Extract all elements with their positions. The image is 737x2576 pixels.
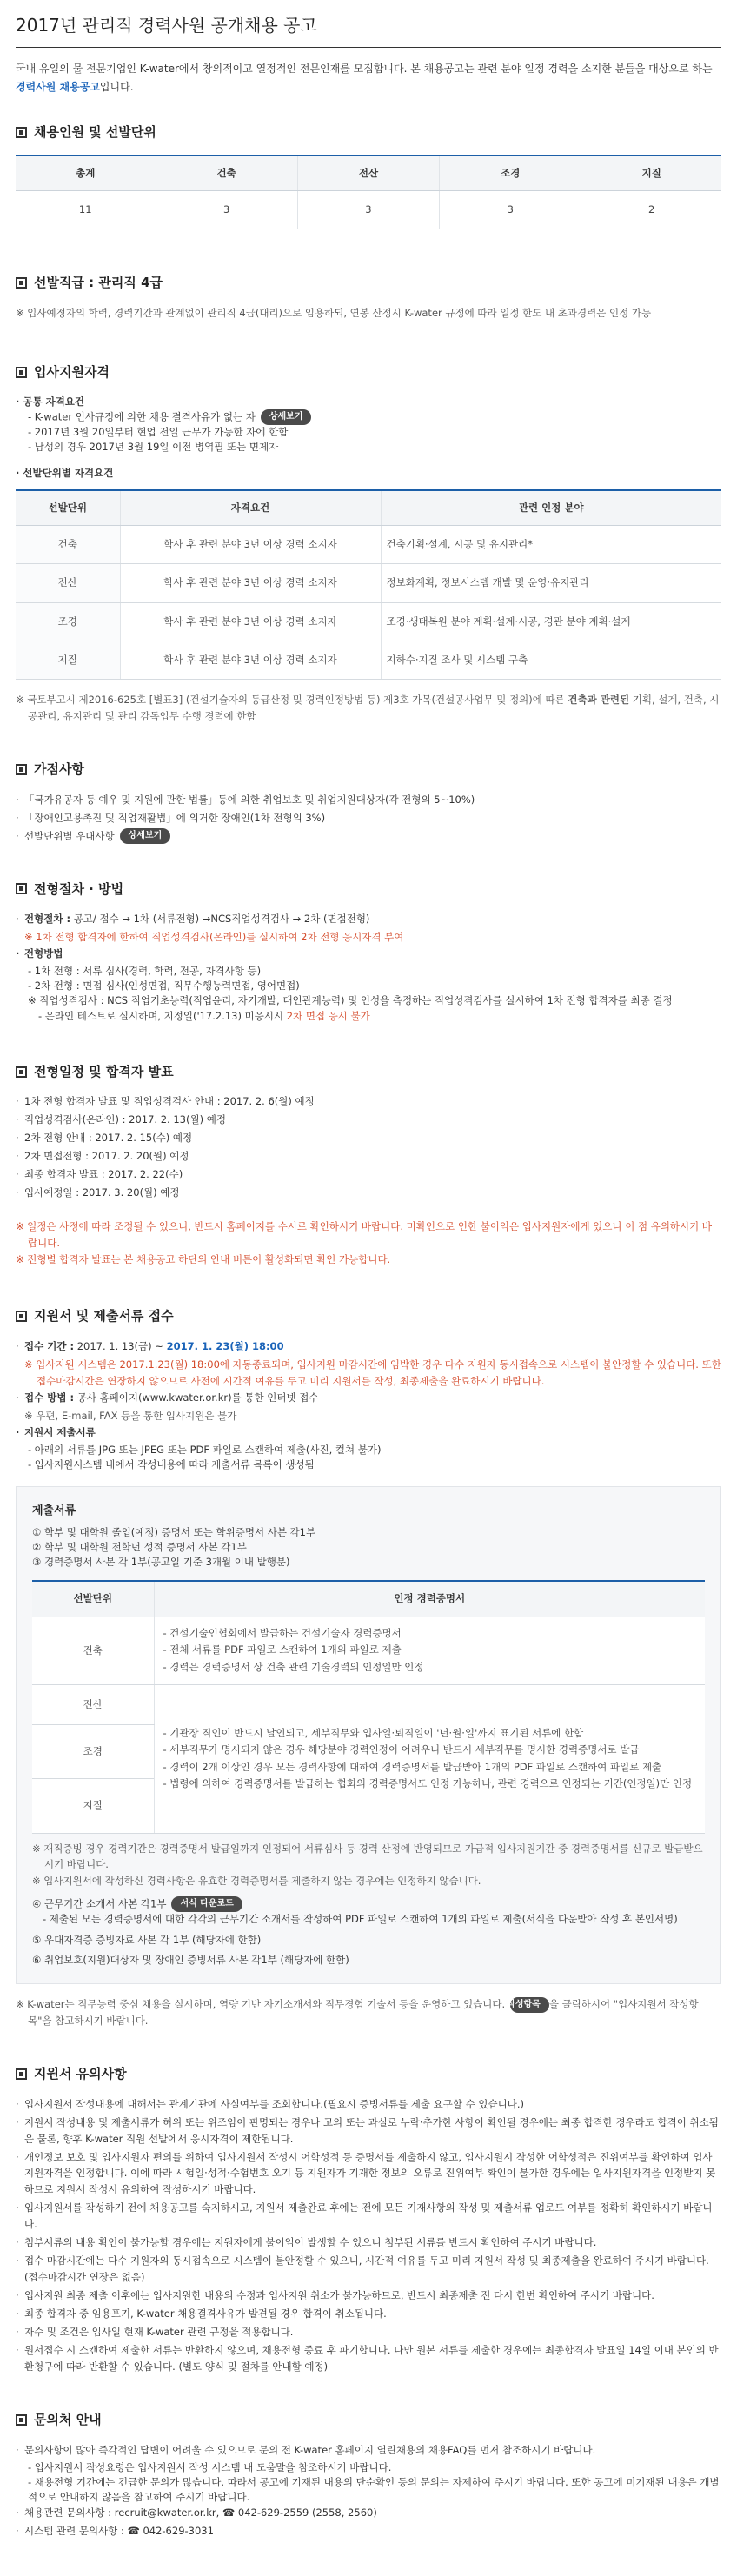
table-cell: 3: [297, 190, 439, 229]
table-header: 전산: [297, 156, 439, 191]
box-item: [32, 1896, 705, 1912]
box-item: ⑥ 취업보호(지원)대상자 및 장애인 증빙서류 사본 각1부 (해당자에 한함): [32, 1953, 349, 1966]
cell-line: - 건설기술인협회에서 발급하는 건설기술자 경력증명서: [163, 1626, 402, 1639]
table-cell: 지질: [16, 641, 120, 679]
cell-line: - 경력은 경력증명서 상 건축 관련 기술경력의 인정일만 인정: [163, 1660, 424, 1673]
contact-list: [16, 2442, 721, 2459]
section-heading-process: [16, 880, 721, 900]
table-header: 지질: [581, 156, 721, 191]
process-list: [16, 911, 721, 927]
table-header: 총계: [16, 156, 156, 191]
table-header: 선발단위: [16, 490, 120, 526]
note-text: 기획, 설계, 건축, 시공관리, 유지관리 및 관리 감독업무 수행 경력에 한함: [28, 694, 720, 723]
list-item: · 지원서 작성내용 및 제출서류가 허위 또는 위조임이 판명되는 경우나 고의 또는 과실로 누락·추가한 사항이 확인될 경우에는 최종 합격한 경우라도 합격이 취소됨은 물론, 향후 K-water 직원 선발에서 응시자격이 제한됩니다.: [16, 2115, 721, 2148]
table-cell: 3: [440, 190, 581, 229]
certificate-table: [32, 1580, 705, 1833]
application-list: [16, 1338, 721, 1355]
table-cell: 건축: [32, 1617, 154, 1684]
box-item: ⑤ 우대자격증 증빙자료 사본 각 1부 (해당자에 한함): [32, 1933, 262, 1946]
square-bullet-icon: [16, 127, 27, 138]
list-item-text: 선발단위별 우대사항: [24, 829, 115, 842]
list-item: · 자수 및 조건은 입사일 현재 K-water 관련 규정을 적용합니다.: [16, 2324, 721, 2340]
list-item: [16, 1390, 721, 1406]
table-row: [16, 564, 721, 602]
square-bullet-icon: [16, 1066, 27, 1078]
page-title: 2017년 관리직 경력사원 공개채용 공고: [16, 12, 721, 48]
box-item: ③ 경력증명서 사본 각 1부(공고일 기준 3개월 이내 발행분): [32, 1556, 290, 1568]
square-bullet-icon: [16, 277, 27, 289]
section-heading-bonus: [16, 760, 721, 780]
table-header: 인정 경력증명서: [154, 1581, 705, 1617]
list-item: · 지원서 제출서류: [16, 1424, 721, 1441]
table-cell: 조경: [32, 1725, 154, 1779]
qualification-note: [16, 692, 721, 725]
table-cell: 2: [581, 190, 721, 229]
list-item: · 접수 마감시간에는 다수 지원자의 동시접속으로 시스템이 불안정할 수 있으니, 시간적 여유를 두고 미리 지원서 작성 및 최종제출을 완료하여 주시기 바랍니다. (접수마감시간 연장은 없음): [16, 2253, 721, 2286]
table-header: 관련 인정 분야: [381, 490, 721, 526]
note-text: ※ 국토부고시 제2016-625호 [별표3] (건설기술자의 등급산정 및 경력인정방법 등) 제3호 가목(건설공사업무 및 정의)에 따른: [16, 694, 568, 707]
section-heading-qualification: [16, 362, 721, 382]
list-item: · 문의사항이 많아 즉각적인 답변이 어려울 수 있으므로 문의 전 K-water 홈페이지 열린채용의 채용FAQ를 먼저 참조하시기 바랍니다.: [16, 2442, 721, 2459]
section-title: 채용인원 및 선발단위: [34, 124, 156, 140]
section-heading-grade: [16, 273, 721, 293]
intro-text: 국내 유일의 물 전문기업인 K-water에서 창의적이고 열정적인 전문인재를 모집합니다. 본 채용공고는 관련 분야 일정 경력을 소지한 분들을 대상으로 하는: [16, 63, 713, 75]
docs-sublist: [16, 1443, 721, 1473]
list-item: - 남성의 경우 2017년 3월 19일 이전 병역필 또는 면제자: [28, 441, 279, 454]
table-cell: [154, 1617, 705, 1684]
list-item: · 최종 합격자 중 임용포기, K-water 채용결격사유가 발견될 경우 합격이 취소됩니다.: [16, 2306, 721, 2322]
intro-paragraph: [16, 60, 721, 96]
deadline: 2017. 1. 23(월) 18:00: [166, 1339, 284, 1352]
label: 접수 기간 :: [24, 1339, 75, 1352]
list-item: · 「국가유공자 등 예우 및 지원에 관한 법률」등에 의한 취업보호 및 취업지원대상자(각 전형의 5~10%): [16, 792, 721, 808]
section-heading-schedule: [16, 1062, 721, 1082]
form-download-button[interactable]: 서식 다운로드: [171, 1896, 242, 1912]
table-row: [32, 1684, 705, 1724]
application-method-list: [16, 1390, 721, 1406]
value: 공사 홈페이지(www.kwater.or.kr)를 통한 인터넷 접수: [74, 1391, 319, 1404]
box-note: ※ 입사지원서에 작성하신 경력사항은 유효한 경력증명서를 제출하지 않는 경우에는 인정하지 않습니다.: [32, 1875, 481, 1888]
method-sublist: [16, 964, 721, 1024]
section-heading-application: [16, 1306, 721, 1326]
table-cell: 조경·생태복원 분야 계획·설계·시공, 경관 분야 계획·설계: [381, 602, 721, 641]
list-item: · 채용관련 문의사항 : recruit@kwater.or.kr, ☎ 042-629-2559 (2558, 2560): [16, 2505, 721, 2521]
note-text: ※ K-water는 직무능력 중심 채용을 실시하며, 역량 기반 자기소개서와 직무경험 기술서 등을 운영하고 있습니다.: [16, 1998, 506, 2011]
square-bullet-icon: [16, 2414, 27, 2426]
list-item: · 1차 전형 합격자 발표 및 직업성격검사 안내 : 2017. 2. 6(월) 예정: [16, 1093, 721, 1110]
list-item: · 원서접수 시 스캔하여 제출한 서류는 반환하지 않으며, 채용전형 종료 후 파기합니다. 다만 원본 서류를 제출한 경우에는 최종합격자 발표일 14일 이내 본인의 반환청구에 따라 반환할 수 있습니다. (별도 양식 및 절차를 안내할 예정): [16, 2342, 721, 2375]
table-cell: [154, 1684, 705, 1833]
table-row: [32, 1617, 705, 1684]
common-qualification-list: [16, 409, 721, 455]
section-title: 문의처 안내: [34, 2412, 102, 2428]
unit-qualification-table: [16, 489, 721, 680]
list-item: - 입사지원서 작성요령은 입사지원서 작성 시스템 내 도움말을 참조하시기 바랍니다.: [28, 2460, 392, 2473]
list-item: · 시스템 관련 문의사항 : ☎ 042-629-3031: [16, 2523, 721, 2539]
cell-line: - 세부직무가 명시되지 않은 경우 해당분야 경력인정이 어려우니 반드시 세부직무를 명시한 경력증명서로 발급: [163, 1743, 640, 1756]
list-item: · 입사지원서를 작성하기 전에 채용공고를 숙지하시고, 지원서 제출완료 후에는 전에 모든 기재사항의 작성 및 제출서류 업로드 여부를 정확히 확인하시기 바랍니다.: [16, 2200, 721, 2233]
list-item: · 직업성격검사(온라인) : 2017. 2. 13(월) 예정: [16, 1112, 721, 1128]
table-header: 조경: [440, 156, 581, 191]
list-item: · 입사지원서 작성내용에 대해서는 관계기관에 사실여부를 조회합니다.(필요시 증빙서류를 제출 요구할 수 있습니다.): [16, 2096, 721, 2113]
cell-line: - 전체 서류를 PDF 파일로 스캔하여 1개의 파일로 제출: [163, 1643, 402, 1656]
list-item: · 「장애인고용촉진 및 직업재활법」에 의거한 장애인(1차 전형의 3%): [16, 810, 721, 827]
intro-highlight: 경력사원 채용공고: [16, 81, 100, 93]
intro-text-end: 입니다.: [99, 81, 134, 93]
required-documents-box: [16, 1486, 721, 1984]
bonus-list: [16, 792, 721, 845]
table-header: 건축: [156, 156, 297, 191]
section-title: 전형절차 · 방법: [34, 880, 124, 897]
competency-note: [16, 1996, 721, 2029]
list-item: - 채용전형 기간에는 긴급한 문의가 많습니다. 따라서 공고에 기재된 내용의 단순확인 등의 문의는 자제하여 주시기 바랍니다. 또한 공고에 미기재된 내용은 개별적으로 안내하지 않음을 참고하여 주시기 바랍니다.: [28, 2475, 720, 2504]
list-item: [28, 1009, 721, 1024]
list-item: · 입사지원 최종 제출 이후에는 입사지원한 내용의 수정과 입사지원 취소가 불가능하므로, 반드시 최종제출 전 다시 한번 확인하여 주시기 바랍니다.: [16, 2287, 721, 2304]
box-item-text: ④ 근무기간 소개서 사본 각1부: [32, 1897, 167, 1910]
method-note: ※ 우편, E-mail, FAX 등을 통한 입사지원은 불가: [24, 1409, 237, 1422]
table-cell: 학사 후 관련 분야 3년 이상 경력 소지자: [120, 526, 381, 564]
label: 전형절차 :: [24, 913, 71, 926]
table-row: [16, 602, 721, 641]
table-header: 선발단위: [32, 1581, 154, 1617]
schedule-note: ※ 일정은 사정에 따라 조정될 수 있으니, 반드시 홈페이지를 수시로 확인하시기 바랍니다. 미확인으로 인한 불이익은 입사지원자에게 있으니 이 점 유의하시기 바랍니다.: [16, 1220, 713, 1250]
detail-view-button[interactable]: 상세보기: [261, 409, 312, 425]
section-title: 선발직급 : 관리직 4급: [34, 275, 163, 290]
list-item: · 2차 면접전형 : 2017. 2. 20(월) 예정: [16, 1148, 721, 1165]
table-cell: 전산: [32, 1684, 154, 1724]
box-item: ① 학부 및 대학원 졸업(예정) 증명서 또는 학위증명서 사본 각1부: [32, 1525, 316, 1538]
box-note: ※ 재직증빙 경우 경력기간은 경력증명서 발급일까지 인정되어 서류심사 등 경력 산정에 반영되므로 가급적 입사지원기간 중 경력증명서를 신규로 발급받으시기 바랍니다.: [32, 1842, 703, 1871]
section-title: 입사지원자격: [34, 364, 110, 381]
unit-qualification-title: · 선발단위별 자격요건: [16, 466, 114, 479]
list-item: - 2차 전형 : 면접 심사(인성면접, 직무수행능력면접, 영어면접): [28, 979, 300, 993]
contact-info-list: [16, 2505, 721, 2539]
value: 2017. 1. 13(금) ~: [74, 1339, 167, 1352]
list-item: [16, 828, 721, 845]
square-bullet-icon: [16, 883, 27, 894]
table-row: [16, 526, 721, 564]
list-item: · 첨부서류의 내용 확인이 불가능할 경우에는 지원자에게 불이익이 발생할 수 있으니 첨부된 서류를 반드시 확인하여 주시기 바랍니다.: [16, 2234, 721, 2251]
table-cell: 지질: [32, 1779, 154, 1833]
table-row: [16, 641, 721, 679]
note-text: 을 클릭하시어 "입사지원서 작성항목"을 참고하시기 바랍니다.: [28, 1998, 699, 2028]
box-title: 제출서류: [32, 1504, 76, 1517]
list-item-text: - 온라인 테스트로 실시하며, 지정일('17.2.13) 미응시시: [38, 1009, 287, 1022]
list-item: [16, 1338, 721, 1355]
list-item: · 전형방법: [16, 946, 721, 962]
schedule-list: [16, 1093, 721, 1201]
note-emphasis: 건축과 관련된: [568, 694, 630, 707]
list-item: ※ 직업성격검사 : NCS 직업기초능력(직업윤리, 자기개발, 대인관계능력) 및 인성을 측정하는 직업성격검사를 실시하여 1차 전형 합격자를 최종 결정: [28, 994, 673, 1007]
warning-text: 2차 면접 응시 불가: [286, 1009, 370, 1022]
process-note: ※ 1차 전형 합격자에 한하여 직업성격검사(온라인)를 실시하여 2차 전형 응시자격 부여: [24, 931, 404, 944]
section-title: 지원서 및 제출서류 접수: [34, 1308, 174, 1325]
list-item: [28, 409, 721, 425]
docs-list: [16, 1424, 721, 1441]
section-title: 전형일정 및 합격자 발표: [34, 1063, 174, 1079]
section-heading-cautions: [16, 2064, 721, 2084]
bonus-detail-button[interactable]: 상세보기: [120, 828, 171, 844]
list-item: · 입사예정일 : 2017. 3. 20(월) 예정: [16, 1185, 721, 1201]
cell-line: - 법령에 의하여 경력증명서를 발급하는 협회의 경력증명서도 인정 가능하나, 관련 경력으로 인정되는 기간(인정일)만 인정: [163, 1777, 693, 1790]
list-item-text: - K-water 인사규정에 의한 채용 결격사유가 없는 자: [28, 410, 256, 423]
table-row: [16, 190, 721, 229]
table-cell: 학사 후 관련 분야 3년 이상 경력 소지자: [120, 564, 381, 602]
list-item: [16, 911, 721, 927]
square-bullet-icon: [16, 367, 27, 378]
table-cell: 지하수·지질 조사 및 시스템 구축: [381, 641, 721, 679]
table-cell: 조경: [16, 602, 120, 641]
common-qualification-title: · 공통 자격요건: [16, 395, 85, 408]
cell-line: - 경력이 2개 이상인 경우 모든 경력사항에 대하여 경력증명서를 발급받아 1개의 PDF 파일로 스캔하여 파일로 제출: [163, 1760, 662, 1773]
recruit-count-table: [16, 155, 721, 230]
section-heading-recruit-count: [16, 123, 721, 143]
box-item-note: - 제출된 모든 경력증명서에 대한 각각의 근무기간 소개서를 작성하여 PDF 파일로 스캔하여 1개의 파일로 제출(서식을 다운받아 작성 후 본인서명): [43, 1913, 678, 1926]
list-item: - 1차 전형 : 서류 심사(경력, 학력, 전공, 자격사항 등): [28, 964, 262, 977]
list-item: - 입사지원시스템 내에서 작성내용에 따라 제출서류 목록이 생성됨: [28, 1457, 315, 1471]
square-bullet-icon: [16, 1311, 27, 1322]
box-item: ② 학부 및 대학원 전학년 성적 증명서 사본 각1부: [32, 1540, 247, 1553]
writing-items-button[interactable]: 작성항목: [510, 1997, 549, 2013]
section-heading-contact: [16, 2410, 721, 2430]
section-title: 지원서 유의사항: [34, 2066, 127, 2082]
table-cell: 건축: [16, 526, 120, 564]
table-cell: 학사 후 관련 분야 3년 이상 경력 소지자: [120, 641, 381, 679]
list-item: · 최종 합격자 발표 : 2017. 2. 22(수): [16, 1166, 721, 1183]
square-bullet-icon: [16, 764, 27, 775]
table-cell: 정보화계획, 정보시스템 개발 및 운영·유지관리: [381, 564, 721, 602]
list-item: - 아래의 서류를 JPG 또는 JPEG 또는 PDF 파일로 스캔하여 제출(사진, 컬쳐 불가): [28, 1443, 382, 1456]
table-header: 자격요건: [120, 490, 381, 526]
list-item: · 개인정보 보호 및 입사지원자 편의를 위하여 입사지원서 작성시 어학성적 등 증명서를 제출하지 않고, 입사지원시 작성한 어학성적은 진위여부를 확인하여 입사지원자격을 인정합니다. 이에 따라 시험일·성적·수험번호 오기 등 지원자가 기재한 정보의 오류로 진위여부 확인이 불가한 경우에는 입사지원자격을 인정받지 못하므로 지원서 작성시 유의하여 작성하시기 바랍니다.: [16, 2149, 721, 2199]
method-list: [16, 946, 721, 962]
label: 접수 방법 :: [24, 1391, 75, 1404]
table-cell: 11: [16, 190, 156, 229]
schedule-note: ※ 전형별 합격자 발표는 본 채용공고 하단의 안내 버튼이 활성화되면 확인 가능합니다.: [16, 1253, 391, 1266]
list-item: - 2017년 3월 20일부터 현업 전일 근무가 가능한 자에 한함: [28, 426, 289, 439]
cell-line: - 기관장 직인이 반드시 날인되고, 세부직무와 입사일·퇴직일이 '년·월·일'까지 표기된 서류에 한함: [163, 1726, 584, 1739]
list-item: · 2차 전형 안내 : 2017. 2. 15(수) 예정: [16, 1130, 721, 1146]
square-bullet-icon: [16, 2068, 27, 2080]
grade-note: ※ 입사예정자의 학력, 경력기간과 관계없이 관리직 4급(대리)으로 임용하되, 연봉 산정시 K-water 규정에 따라 일정 한도 내 초과경력은 인정 가능: [16, 306, 652, 319]
table-cell: 건축기획·설계, 시공 및 유지관리*: [381, 526, 721, 564]
table-cell: 학사 후 관련 분야 3년 이상 경력 소지자: [120, 602, 381, 641]
contact-sublist: [16, 2460, 721, 2506]
section-title: 가점사항: [34, 761, 84, 778]
period-note: ※ 입사지원 시스템은 2017.1.23(월) 18:00에 자동종료되며, 입사지원 마감시간에 임박한 경우 다수 지원자 동시접속으로 시스템이 불안정할 수 있습니다. 또한 접수마감시간은 연장하지 않으므로 사전에 시간적 여유를 두고 미리 지원서를 작성, 최종제출을 완료하시기 바랍니다.: [24, 1358, 721, 1387]
value: 공고/ 접수 → 1차 (서류전형) →NCS직업성격검사 → 2차 (면접전형): [70, 913, 370, 926]
table-cell: 전산: [16, 564, 120, 602]
table-cell: 3: [156, 190, 297, 229]
cautions-list: [16, 2096, 721, 2376]
